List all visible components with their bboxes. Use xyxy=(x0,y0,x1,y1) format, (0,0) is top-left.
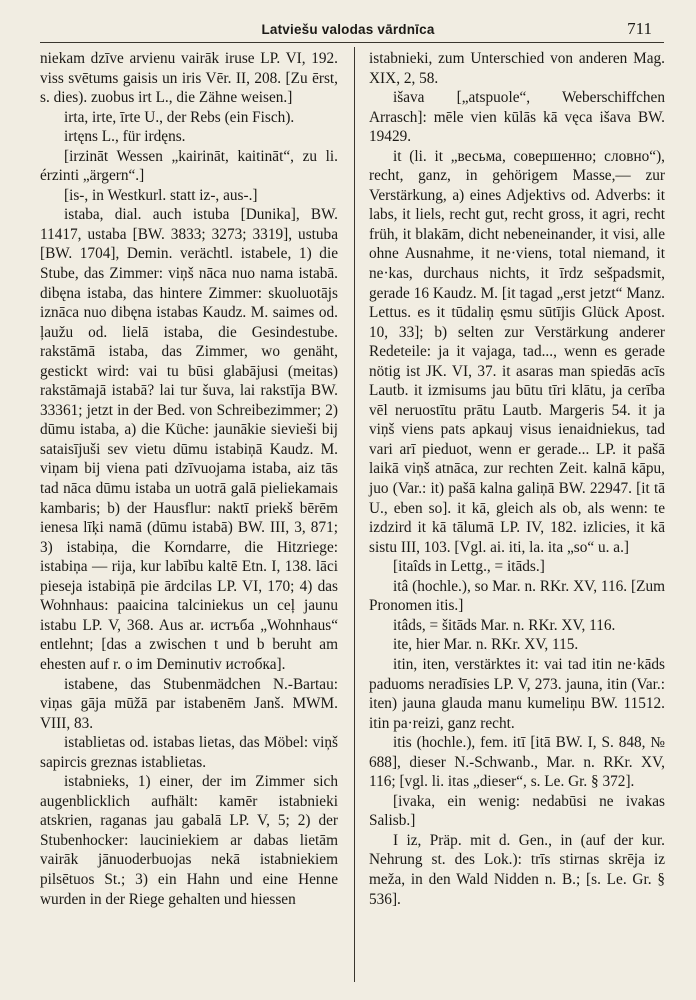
entry-istabnieki-cont: istabnieki, zum Unterschied von anderen Mag. XIX, 2, 58. xyxy=(369,50,665,87)
entry-istaba: istaba, dial. auch istuba [Dunika], BW. 11417, ustaba [BW. 3833; 3273; 3319], ustuba [BW. 1704], Demin. verächtl. istabele, 1) die Stube, das Zimmer: viņš nāca nuo nama istabā. dibęna istaba, das hintere Zimmer: skuoluotājs iznāca nuo dibęna istabas Kaudz. M. saimes od. ļaužu od. lielā istaba, die Gesindestube. rakstāmā istaba, das Zimmer, wo genäht, gestickt wird: vai tu būsi glabājusi (meitas) rakstāmajā istabā? lai tur šuva, lai rakstīja BW. 33361; jetzt in der Bed. von Schreibezimmer; 2) dūmu istaba, a) die Küche: jaunākie sievieši bij sataisījuši sev vietu dūmu istabiņā Kaudz. M. viņam bij viena pati dzīvuojama istaba, aiz tās tad nāca dūmu istaba un uotrā galā pieliekamais kambaris; b) der Hausflur: naktī priekš bērēm ienesa līķi namā (dūmu istabā) BW. III, 3, 871; 3) istabiņa, die Korndarre, die Hitzriege: istabiņa — rija, kur labību kaltē Etn. I, 138. lāci pieseja istabiņā pie ārdcilas LP. VI, 170; 4) das Wohnhaus: paaicina talciniekus un ceļ jaunu istabu LP. V, 368. Aus ar. истъба „Wohnhaus“ entlehnt; [das a zwischen t und b beruht am ehesten auf r. o im Deminutiv истобка]. xyxy=(40,206,338,673)
entry-ita: itâ (hochle.), so Mar. n. RKr. XV, 116. [Zum Pronomen itis.] xyxy=(369,577,665,615)
header-rule xyxy=(40,42,664,43)
entry-ivaka: [ivaka, ein wenig: nedabūsi ne ivakas Salisb.] xyxy=(369,792,665,830)
entry-irzinat: [irzināt Wessen „kairināt, kaitināt“, zu li. érzinti „ärgern“.] xyxy=(40,147,338,185)
entry-isava: išava [„atspuole“, Weberschiffchen Arrasch]: mēle vien kūlās kā vęca išava BW. 19429. xyxy=(369,89,665,146)
entry-itaids: [itaîds in Lettg., = itāds.] xyxy=(393,558,545,576)
entry-is: [is-, in Westkurl. statt iz-, aus-.] xyxy=(64,186,258,204)
entry-irta: irta, irte, īrte U., der Rebs (ein Fisch). xyxy=(64,108,295,126)
entry-niekam: niekam dzīve arvienu vairāk iruse LP. VI, 192. viss svētums gaisis un iris Vēr. II, 208. [Zu ērst, s. dies). zuobus irt L., die Zähne weisen.] xyxy=(40,50,338,107)
page-number: 711 xyxy=(627,19,652,38)
entry-itis: itis (hochle.), fem. itī [itā BW. I, S. 848, № 688], dieser N.-Schwanb., Mar. n. RKr. XV, 116; [vgl. li. itas „dieser“, s. Le. Gr. § 372]. xyxy=(369,734,665,791)
column-divider xyxy=(354,47,355,982)
entry-ite: ite, hier Mar. n. RKr. XV, 115. xyxy=(393,636,579,654)
entry-itads: itâds, = šitāds Mar. n. RKr. XV, 116. xyxy=(393,616,616,634)
dictionary-title: Latviešu valodas vārdnīca xyxy=(261,22,435,37)
entry-istabnieks: istabnieks, 1) einer, der im Zimmer sich augenblicklich aufhält: kamēr istabnieki atskrien, raganas jau gabalā LP. V, 5; 2) der Stubenhocker: lauciniekiem ar dabas lietām vairāk jānuoderbuojas nekā istabniekiem pilsētuos St.; 3) ein Hahn und eine Henne wurden in der Riege gehalten und hiessen xyxy=(40,773,338,908)
entry-iz: I iz, Präp. mit d. Gen., in (auf der kur. Nehrung st. des Lok.): trīs stirnas skrēja iz meža, in den Wald Nidden n. B.; [s. Le. Gr. § 536]. xyxy=(369,831,665,908)
entry-it: it (li. it „весьма, совершенно; словно“), recht, ganz, in gehörigem Masse,— zur Verstärkung, a) eines Adjektivs od. Adverbs: it labs, it liels, recht gut, recht gross, it agri, recht früh, it blakām, dicht nebeneinander, it visi, alle ohne Ausnahme, it ne·viens, total niemand, it ne·kas, durchaus nichts, it īrdz sešpadsmit, gerade 16 Kaudz. M. [it tagad „erst jetzt“ Manz. Lettus. es it tūdaliņ ęsmu sūtījis Glück Apost. 10, 33]; b) selten zur Verstärkung anderer Redeteile: ja it vajaga, tad..., wenn es gerade nötig ist JK. VI, 37. it asaras man spiedās acīs Lautb. it izmisums jau būtu tīri klātu, ja cerība vēl neruostītu prātu Lautb. Margeris 54. it ja viņš viens pats apkauj visus ienaidniekus, tad vari arī pieduot, wenn er gerade... LP. it pašā laikā viņš atnāca, zur rechten Zeit. kalnā kāpu, juo (Var.: it) pašā kalna galiņā BW. 22947. [it tā U., eben so]. it kā, gleich als ob, als wenn: te izdzird it kā tālumā LP. IV, 182. izlicies, it kā sistu III, 103. [Vgl. ai. iti, la. ita „so“ u. a.] xyxy=(369,147,665,556)
entry-istabene: istabene, das Stubenmädchen N.-Bartau: viņas gāja mūžā par istabenēm Janš. MWM. VIII, 83. xyxy=(40,675,338,732)
entry-itin: itin, iten, verstärktes it: vai tad itin ne·kāds paduoms neradīsies LP. V, 273. jauna, itin (Var.: iten) jauna glauda manu kumeliņu BW. 11512. itin pa·reizi, ganz recht. xyxy=(369,655,665,732)
left-column xyxy=(40,49,338,909)
entry-istablietas: istablietas od. istabas lietas, das Möbel: viņš sapircis greznas istablietas. xyxy=(40,734,338,771)
right-column xyxy=(369,49,665,909)
page-header xyxy=(0,0,696,36)
entry-irtens: irtęns L., für irdęns. xyxy=(64,128,186,146)
